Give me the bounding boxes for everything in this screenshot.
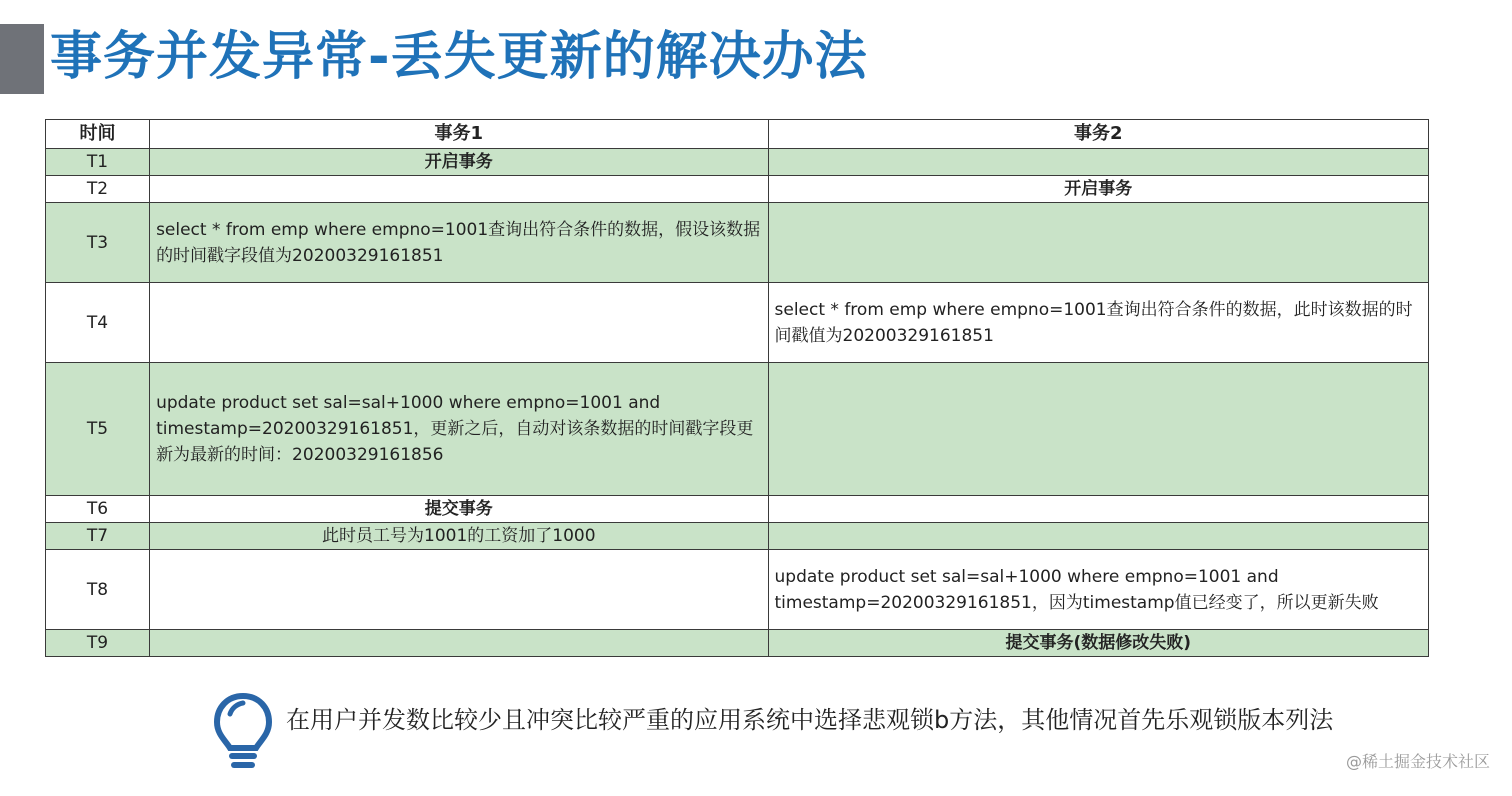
row-tx1: 此时员工号为1001的工资加了1000 (150, 523, 768, 550)
row-time: T3 (46, 203, 150, 283)
row-time: T8 (46, 550, 150, 630)
transaction-table (45, 119, 1429, 657)
table-row (46, 496, 1429, 523)
title-accent-bar (0, 24, 44, 94)
row-tx1 (150, 283, 768, 363)
table-row (46, 523, 1429, 550)
row-tx2: 提交事务(数据修改失败) (768, 630, 1429, 657)
row-tx1 (150, 550, 768, 630)
row-tx2: update product set sal=sal+1000 where empno=1001 and timestamp=20200329161851，因为timestamp值已经变了，所以更新失败 (768, 550, 1429, 630)
row-tx2: select * from emp where empno=1001查询出符合条件的数据，此时该数据的时间戳值为20200329161851 (768, 283, 1429, 363)
row-time: T5 (46, 363, 150, 496)
row-tx1: 开启事务 (150, 149, 768, 176)
row-tx1: update product set sal=sal+1000 where empno=1001 and timestamp=20200329161851，更新之后，自动对该条数据的时间戳字段更新为最新的时间：20200329161856 (150, 363, 768, 496)
row-tx1: 提交事务 (150, 496, 768, 523)
table-row (46, 550, 1429, 630)
row-time: T9 (46, 630, 150, 657)
row-time: T1 (46, 149, 150, 176)
row-tx2 (768, 149, 1429, 176)
header-tx1: 事务1 (150, 120, 768, 149)
table-row (46, 363, 1429, 496)
row-time: T7 (46, 523, 150, 550)
table-header-row (46, 120, 1429, 149)
header-tx2: 事务2 (768, 120, 1429, 149)
row-time: T4 (46, 283, 150, 363)
tip-text: 在用户并发数比较少且冲突比较严重的应用系统中选择悲观锁b方法，其他情况首先乐观锁版本列法 (286, 706, 1334, 734)
table-row (46, 203, 1429, 283)
lightbulb-icon (212, 690, 274, 774)
row-time: T2 (46, 176, 150, 203)
row-tx2 (768, 203, 1429, 283)
table-row (46, 283, 1429, 363)
table-row (46, 149, 1429, 176)
row-tx2 (768, 523, 1429, 550)
row-tx1 (150, 630, 768, 657)
row-tx1 (150, 176, 768, 203)
row-tx2 (768, 363, 1429, 496)
row-tx2 (768, 496, 1429, 523)
table-row (46, 630, 1429, 657)
row-tx2: 开启事务 (768, 176, 1429, 203)
row-tx1: select * from emp where empno=1001查询出符合条件的数据，假设该数据的时间戳字段值为20200329161851 (150, 203, 768, 283)
header-time: 时间 (46, 120, 150, 149)
page-title: 事务并发异常-丢失更新的解决办法 (50, 27, 868, 87)
watermark: @稀土掘金技术社区 (1345, 752, 1490, 771)
table-row (46, 176, 1429, 203)
row-time: T6 (46, 496, 150, 523)
